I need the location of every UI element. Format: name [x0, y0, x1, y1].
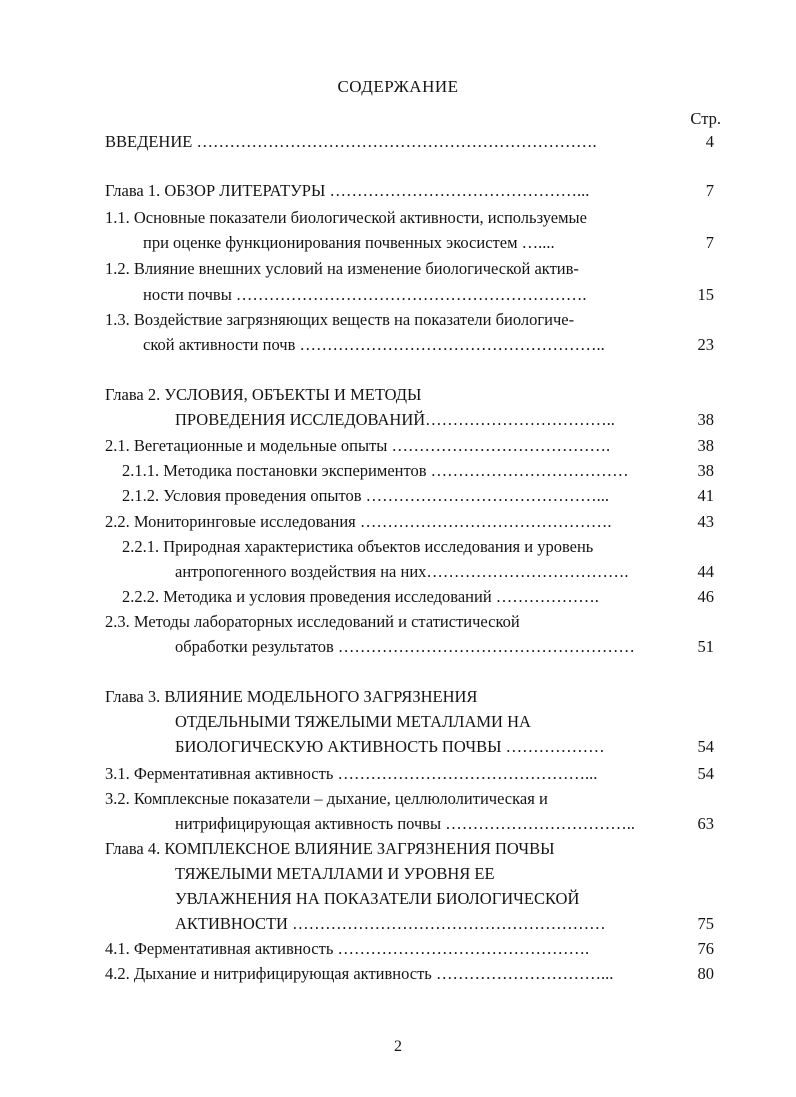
toc-entry-page: 7 — [705, 233, 714, 252]
toc-entry-page: 43 — [697, 512, 714, 531]
toc-entry-text: Глава 2. УСЛОВИЯ, ОБЪЕКТЫ И МЕТОДЫ — [105, 385, 422, 404]
toc-entry-page: 46 — [697, 587, 714, 606]
toc-entry-text: ности почвы ………………………………………………………. — [143, 285, 587, 304]
toc-entry-text: ской активности почв ……………………………………………….. — [143, 335, 605, 354]
toc-entry-text: при оценке функционирования почвенных экосистем ….... — [143, 233, 555, 252]
toc-entry-text: ОТДЕЛЬНЫМИ ТЯЖЕЛЫМИ МЕТАЛЛАМИ НА — [175, 712, 531, 731]
toc-entry-text: ПРОВЕДЕНИЯ ИССЛЕДОВАНИЙ…………………………….. — [175, 410, 615, 429]
toc-entry-page: 54 — [697, 764, 714, 783]
toc-entry-text: ВВЕДЕНИЕ ………………………………………………………………. — [105, 132, 597, 151]
toc-entry-text: 2.2. Мониторинговые исследования ………………………………………. — [105, 512, 612, 531]
page-title: СОДЕРЖАНИЕ — [337, 77, 459, 96]
toc-entry-page: 54 — [697, 737, 714, 756]
toc-entry-page: 44 — [697, 562, 714, 581]
toc-entry-text: УВЛАЖНЕНИЯ НА ПОКАЗАТЕЛИ БИОЛОГИЧЕСКОЙ — [175, 889, 580, 908]
toc-entry-text: антропогенного воздействия на них………………………………. — [175, 562, 629, 581]
toc-entry-text: Глава 4. КОМПЛЕКСНОЕ ВЛИЯНИЕ ЗАГРЯЗНЕНИЯ ПОЧВЫ — [105, 839, 555, 858]
toc-entry-page: 41 — [697, 486, 714, 505]
toc-entry-text: 1.3. Воздействие загрязняющих веществ на показатели биологиче- — [105, 310, 575, 329]
page-number: 2 — [394, 1038, 402, 1055]
toc-entry-page: 38 — [697, 436, 714, 455]
toc-entry-text: нитрифицирующая активность почвы …………………………….. — [175, 814, 636, 833]
toc-entry-text: 2.1. Вегетационные и модельные опыты …………………………………. — [105, 436, 611, 455]
toc-entry-text: 3.2. Комплексные показатели – дыхание, целлюлолитическая и — [105, 789, 548, 808]
toc-entry-text: 2.1.1. Методика постановки экспериментов ……………………………… — [122, 461, 629, 480]
toc-entry-page: 80 — [697, 964, 714, 983]
toc-entry-text: 1.1. Основные показатели биологической активности, используемые — [105, 208, 587, 227]
toc-entry-text: 2.3. Методы лабораторных исследований и статистической — [105, 612, 520, 631]
toc-entry-page: 15 — [697, 285, 714, 304]
toc-entry-page: 4 — [705, 132, 714, 151]
toc-entry-text: ТЯЖЕЛЫМИ МЕТАЛЛАМИ И УРОВНЯ ЕЕ — [175, 864, 495, 883]
toc-entry-text: 3.1. Ферментативная активность ………………………………………... — [105, 764, 598, 783]
toc-entry-text: АКТИВНОСТИ ………………………………………………… — [175, 914, 606, 933]
toc-entry-page: 23 — [697, 335, 714, 354]
toc-entry-page: 75 — [697, 914, 714, 933]
toc-entry-page: 63 — [697, 814, 714, 833]
toc-entry-text: 4.2. Дыхание и нитрифицирующая активность …………………………... — [105, 964, 614, 983]
toc-entry-text: БИОЛОГИЧЕСКУЮ АКТИВНОСТЬ ПОЧВЫ ……………… — [175, 737, 605, 756]
toc-entry-page: 7 — [705, 181, 714, 200]
toc-entry-text: 1.2. Влияние внешних условий на изменение биологической актив- — [105, 259, 579, 278]
page-column-header: Стр. — [690, 109, 721, 128]
toc-entry-page: 51 — [697, 637, 714, 656]
toc-entry-text: 4.1. Ферментативная активность ………………………………………. — [105, 939, 590, 958]
toc-entry-page: 38 — [697, 461, 714, 480]
toc-entry-text: Глава 1. ОБЗОР ЛИТЕРАТУРЫ ………………………………………... — [105, 181, 590, 200]
toc-entry-text: 2.2.1. Природная характеристика объектов исследования и уровень — [122, 537, 594, 556]
toc-entry-text: 2.1.2. Условия проведения опытов ……………………………………... — [122, 486, 610, 505]
toc-entry-page: 76 — [697, 939, 714, 958]
toc-entry-text: 2.2.2. Методика и условия проведения исследований ………………. — [122, 587, 599, 606]
toc-entry-text: Глава 3. ВЛИЯНИЕ МОДЕЛЬНОГО ЗАГРЯЗНЕНИЯ — [105, 687, 478, 706]
toc-entry-page: 38 — [697, 410, 714, 429]
toc-entry-text: обработки результатов ……………………………………………… — [175, 637, 635, 656]
